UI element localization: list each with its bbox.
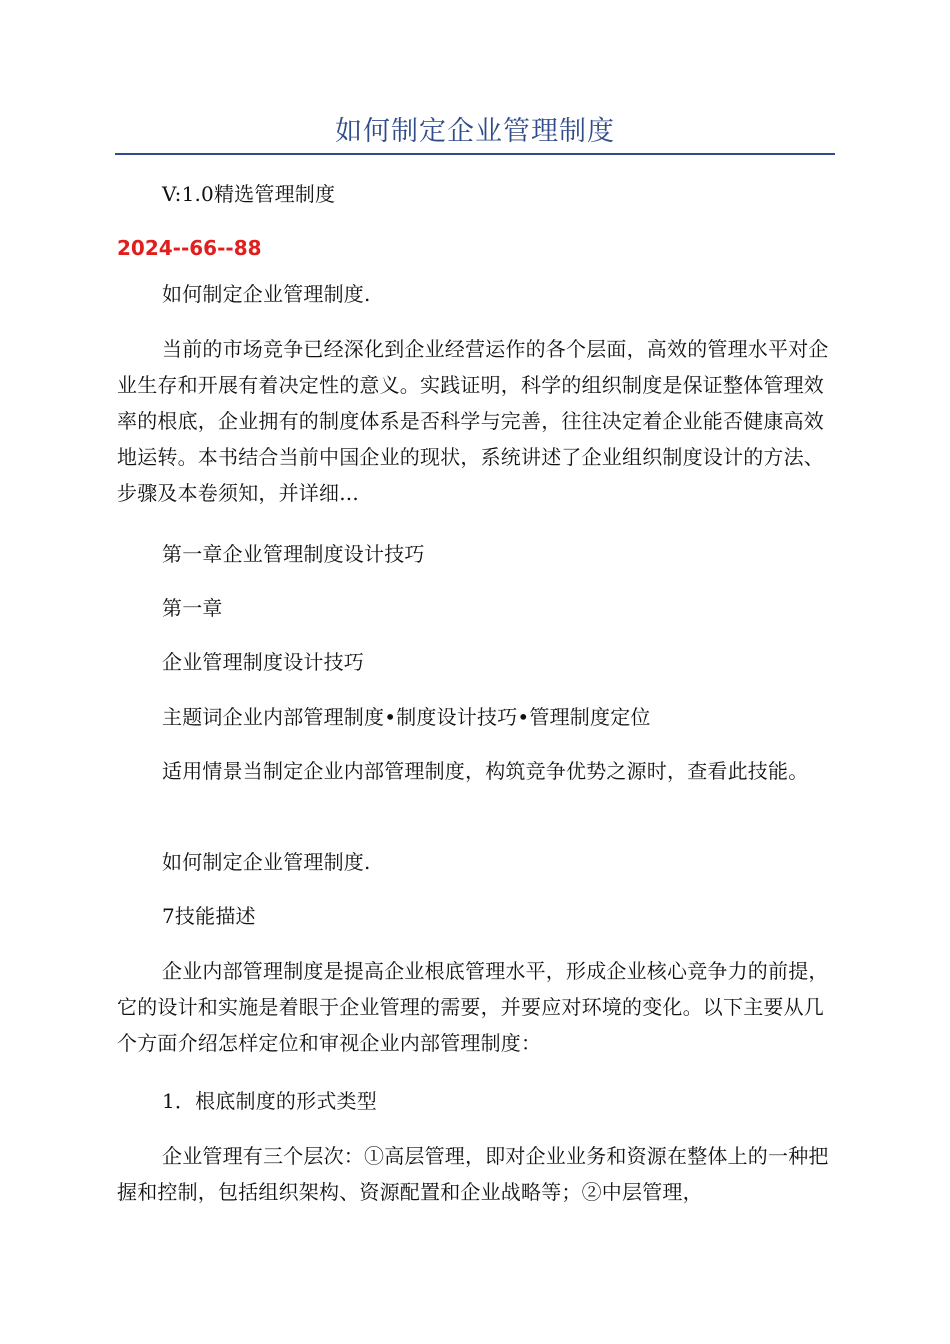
paragraph-7: 适用情景当制定企业内部管理制度，构筑竞争优势之源时，查看此技能。 <box>162 759 809 783</box>
paragraph-4: 第一章 <box>162 596 223 620</box>
paragraph-2: 当前的市场竞争已经深化到企业经营运作的各个层面，高效的管理水平对企业生存和开展有着决定性的意义。实践证明，科学的组织制度是保证整体管理效率的根底，企业拥有的制度体系是否科学与完善，往往决定着企业能否健康高效地运转。本书结合当前中国企业的现状，系统讲述了企业组织制度设计的方法、步骤及本卷须知，并详细... <box>117 337 829 505</box>
document-title: 如何制定企业管理制度 <box>335 116 615 147</box>
paragraph-12: 企业管理有三个层次：①高层管理，即对企业业务和资源在整体上的一种把握和控制，包括组织架构、资源配置和企业战略等；②中层管理， <box>117 1144 829 1204</box>
version-line: V:1.0精选管理制度 <box>162 182 336 206</box>
paragraph-3: 第一章企业管理制度设计技巧 <box>162 542 425 566</box>
paragraph-11: 1．根底制度的形式类型 <box>162 1089 377 1113</box>
title-underline <box>115 153 835 155</box>
paragraph-5: 企业管理制度设计技巧 <box>162 650 364 674</box>
paragraph-6: 主题词企业内部管理制度•制度设计技巧•管理制度定位 <box>162 705 651 729</box>
paragraph-10: 企业内部管理制度是提高企业根底管理水平，形成企业核心竞争力的前提，它的设计和实施是着眼于企业管理的需要，并要应对环境的变化。以下主要从几个方面介绍怎样定位和审视企业内部管理制度： <box>117 959 829 1055</box>
paragraph-1: 如何制定企业管理制度. <box>162 282 371 306</box>
document-date: 2024--66--88 <box>117 236 262 260</box>
paragraph-8: 如何制定企业管理制度. <box>162 850 371 874</box>
paragraph-9: 7技能描述 <box>162 904 256 928</box>
